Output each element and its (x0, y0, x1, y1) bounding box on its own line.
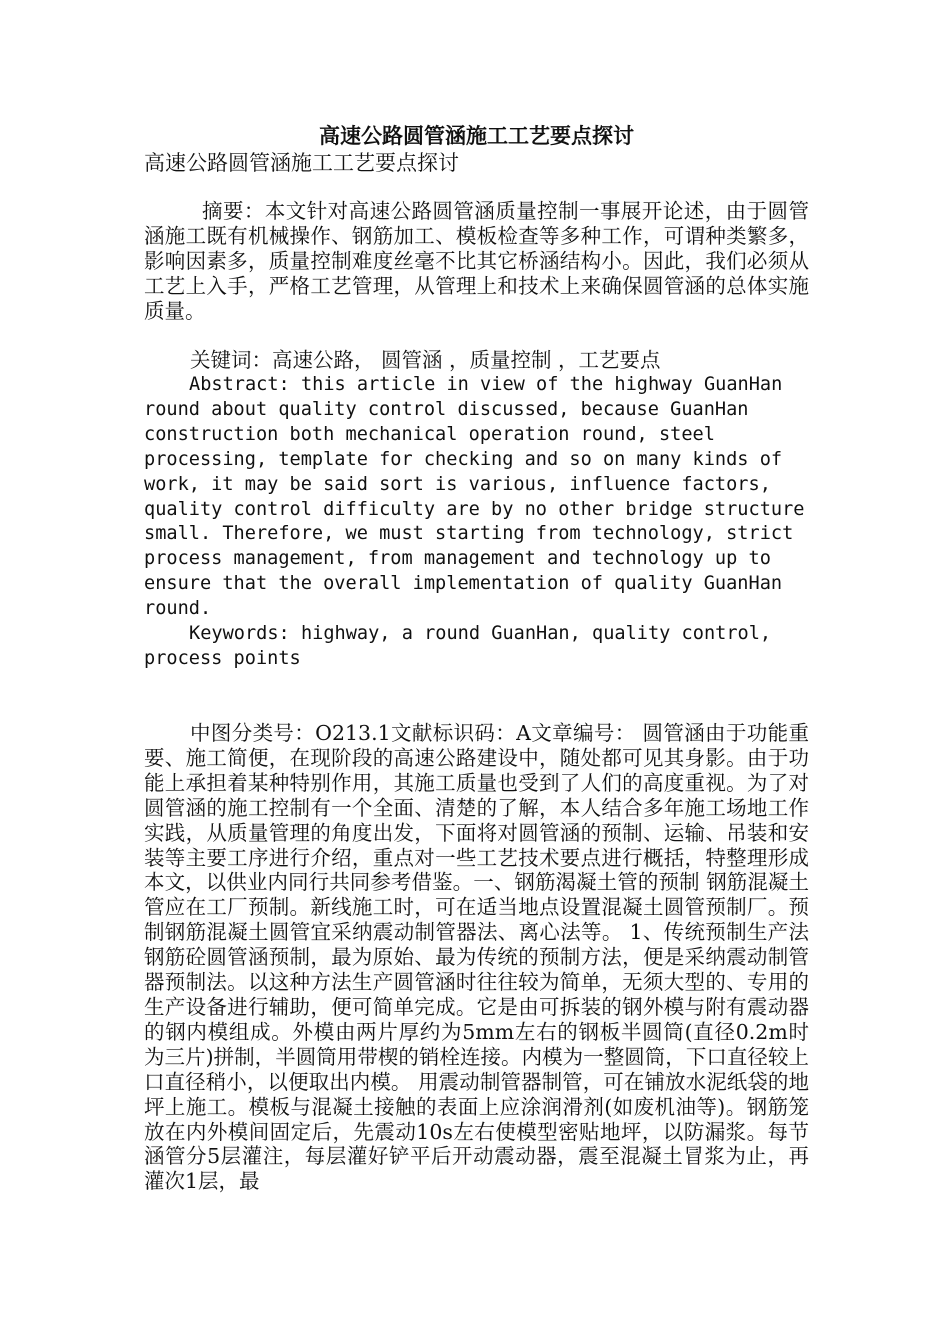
document-page (144, 0, 809, 1344)
english-abstract: Abstract: this article in view of the highway GuanHan round about quality control discussed, because GuanHan construction both mechanical operation round, steel processing, template for checking and so on many kinds of work, it may be said sort is various, influence factors, quality control difficulty are by no other bridge structure small. Therefore, we must starting from technology, strict process management, from management and technology up to ensure that the overall implementation of quality GuanHan round. (144, 374, 805, 620)
chinese-abstract: 摘要：本文针对高速公路圆管涵质量控制一事展开论述，由于圆管涵施工既有机械操作、钢筋加工、模板检查等多种工作，可谓种类繁多，影响因素多，质量控制难度丝毫不比其它桥涵结构小。因此，我们必须从工艺上入手，严格工艺管理，从管理上和技术上来确保圆管涵的总体实施质量。 (144, 199, 809, 323)
chinese-keywords: 关键词：高速公路， 圆管涵 ，质量控制 ，工艺要点 (190, 348, 661, 372)
document-title: 高速公路圆管涵施工工艺要点探讨 (319, 123, 634, 148)
english-keywords: Keywords: highway, a round GuanHan, quality control, process points (144, 623, 772, 669)
body-paragraph: 中图分类号：O213.1文献标识码：A文章编号： 圆管涵由于功能重要、施工简便，在现阶段的高速公路建设中，随处都可见其身影。由于功能上承担着某种特别作用，其施工质量也受到了人们的高度重视。为了对圆管涵的施工控制有一个全面、清楚的了解，本人结合多年施工场地工作实践，从质量管理的角度出发，下面将对圆管涵的预制、运输、吊装和安装等主要工序进行介绍，重点对一些工艺技术要点进行概括，特整理形成本文，以供业内同行共同参考借鉴。一、钢筋渴凝土管的预制 钢筋混凝土管应在工厂预制。新线施工时，可在适当地点设置混凝土圆管预制厂。预制钢筋混凝土圆管宜采纳震动制管器法、离心法等。 1、传统预制生产法 钢筋砼圆管涵预制，最为原始、最为传统的预制方法，便是采纳震动制管器预制法。以这种方法生产圆管涵时往往较为简单，无须大型的、专用的生产设备进行辅助，便可简单完成。它是由可拆装的钢外模与附有震动器的钢内模组成。外模由两片厚约为5mm左右的钢板半圆筒(直径0.2m时为三片)拼制，半圆筒用带楔的销栓连接。内模为一整圆筒，下口直径较上口直径稍小，以便取出内模。 用震动制管器制管，可在铺放水泥纸袋的地坪上施工。模板与混凝土接触的表面上应涂润滑剂(如废机油等)。钢筋笼放在内外模间固定后，先震动10s左右使模型密贴地坪，以防漏浆。每节涵管分5层灌注，每层灌好铲平后开动震动器，震至混凝土冒浆为止，再灌次1层，最 (144, 721, 809, 1194)
document-subtitle: 高速公路圆管涵施工工艺要点探讨 (144, 151, 459, 175)
